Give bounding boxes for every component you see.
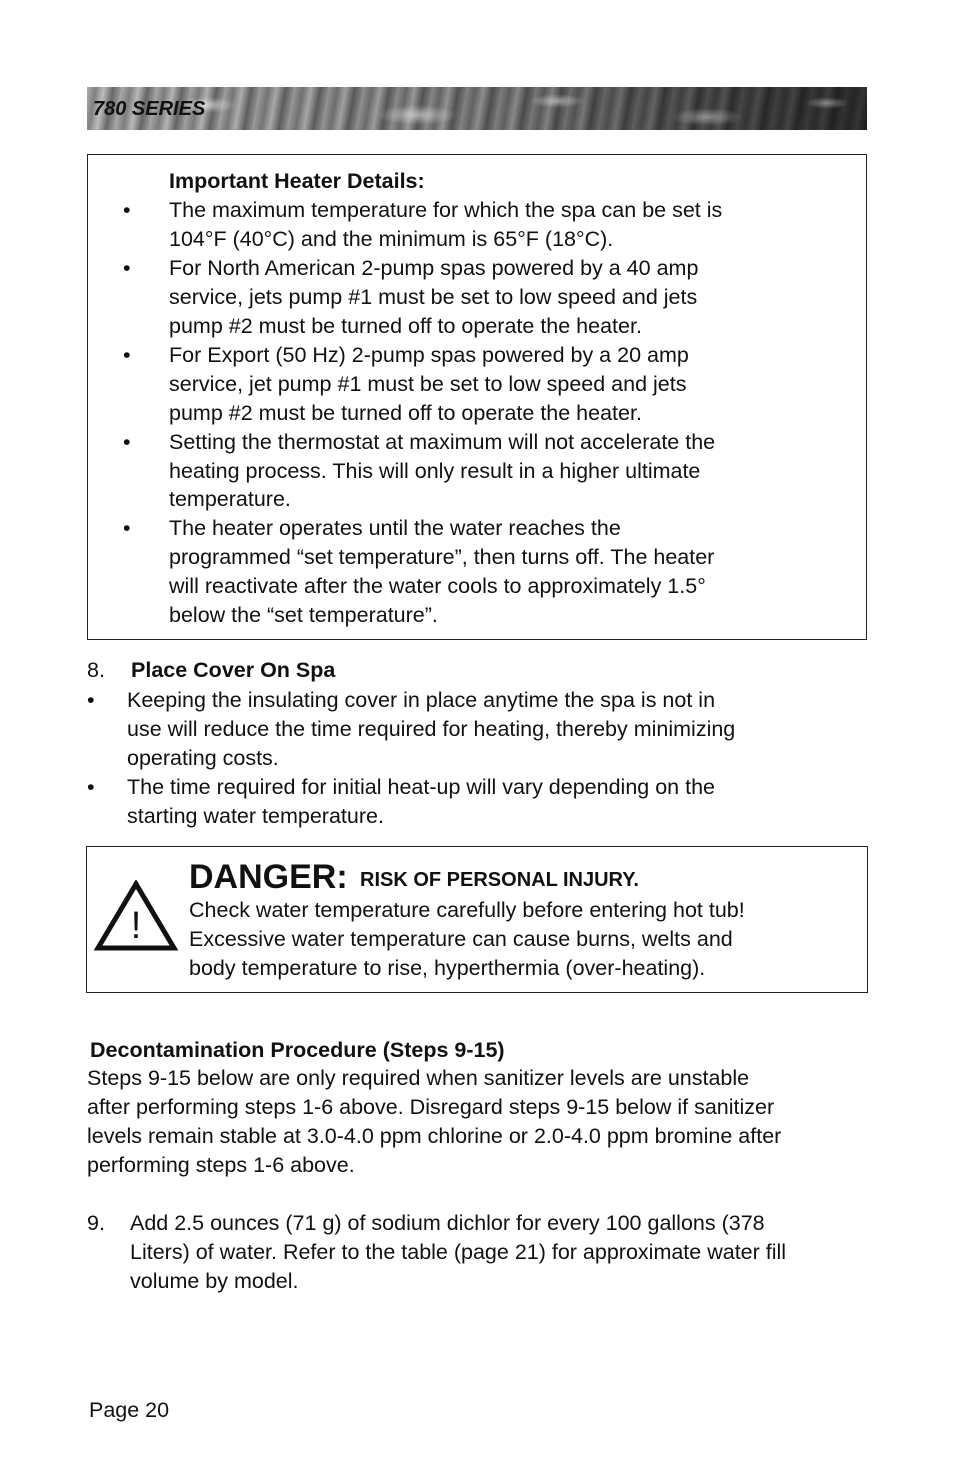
bullet-icon: • bbox=[123, 430, 131, 454]
bullet-icon: • bbox=[87, 775, 95, 799]
series-title: 780 SERIES bbox=[93, 98, 206, 120]
bullet-icon: • bbox=[123, 343, 131, 367]
heater-item-3-line-2: service, jet pump #1 must be set to low speed and jets bbox=[169, 372, 687, 396]
heater-item-2-line-2: service, jets pump #1 must be set to low speed and jets bbox=[169, 285, 698, 309]
heater-item-2-line-1: For North American 2-pump spas powered by a 40 amp bbox=[169, 256, 699, 280]
bullet-icon: • bbox=[123, 516, 131, 540]
bullet-icon: • bbox=[123, 198, 131, 222]
heater-item-3-line-3: pump #2 must be turned off to operate the heater. bbox=[169, 401, 642, 425]
heater-item-1-line-1: The maximum temperature for which the spa can be set is bbox=[169, 198, 723, 222]
heater-item-3-line-1: For Export (50 Hz) 2-pump spas powered by a 20 amp bbox=[169, 343, 689, 367]
danger-line-2: Excessive water temperature can cause burns, welts and bbox=[189, 927, 733, 951]
warning-exclamation: ! bbox=[130, 905, 142, 947]
step-8-number: 8. bbox=[87, 658, 105, 682]
danger-line-3: body temperature to rise, hyperthermia (over-heating). bbox=[189, 956, 706, 980]
header-banner bbox=[87, 87, 867, 130]
heater-item-1-line-2: 104°F (40°C) and the minimum is 65°F (18°C). bbox=[169, 227, 614, 251]
heater-item-4-line-2: heating process. This will only result in a higher ultimate bbox=[169, 459, 701, 483]
heater-details-title: Important Heater Details: bbox=[169, 169, 425, 193]
decon-line-1: Steps 9-15 below are only required when sanitizer levels are unstable bbox=[87, 1066, 750, 1090]
step-8-item-1-line-2: use will reduce the time required for heating, thereby minimizing bbox=[127, 717, 736, 741]
heater-item-5-line-4: below the “set temperature”. bbox=[169, 603, 438, 627]
step-8-item-2-line-2: starting water temperature. bbox=[127, 804, 384, 828]
heater-item-2-line-3: pump #2 must be turned off to operate the heater. bbox=[169, 314, 642, 338]
step-8-title: Place Cover On Spa bbox=[131, 658, 336, 682]
warning-triangle-icon bbox=[94, 880, 178, 952]
heater-item-5-line-1: The heater operates until the water reaches the bbox=[169, 516, 621, 540]
step-8-item-1-line-1: Keeping the insulating cover in place anytime the spa is not in bbox=[127, 688, 716, 712]
bullet-icon: • bbox=[123, 256, 131, 280]
step-9-line-2: Liters) of water. Refer to the table (page 21) for approximate water fill bbox=[130, 1240, 787, 1264]
heater-item-4-line-1: Setting the thermostat at maximum will not accelerate the bbox=[169, 430, 716, 454]
step-9-line-3: volume by model. bbox=[130, 1269, 299, 1293]
danger-line-1: Check water temperature carefully before entering hot tub! bbox=[189, 898, 745, 922]
decon-line-4: performing steps 1-6 above. bbox=[87, 1153, 355, 1177]
decon-line-3: levels remain stable at 3.0-4.0 ppm chlorine or 2.0-4.0 ppm bromine after bbox=[87, 1124, 782, 1148]
decon-line-2: after performing steps 1-6 above. Disregard steps 9-15 below if sanitizer bbox=[87, 1095, 775, 1119]
decon-title: Decontamination Procedure (Steps 9-15) bbox=[90, 1038, 505, 1062]
step-8-item-2-line-1: The time required for initial heat-up will vary depending on the bbox=[127, 775, 715, 799]
page-number: Page 20 bbox=[89, 1398, 170, 1422]
step-8-item-1-line-3: operating costs. bbox=[127, 746, 279, 770]
danger-subtitle: RISK OF PERSONAL INJURY. bbox=[360, 869, 639, 891]
step-9-number: 9. bbox=[87, 1211, 105, 1235]
bullet-icon: • bbox=[87, 688, 95, 712]
heater-item-5-line-3: will reactivate after the water cools to approximately 1.5° bbox=[169, 574, 706, 598]
heater-item-4-line-3: temperature. bbox=[169, 487, 291, 511]
step-9-line-1: Add 2.5 ounces (71 g) of sodium dichlor for every 100 gallons (378 bbox=[130, 1211, 765, 1235]
heater-item-5-line-2: programmed “set temperature”, then turns off. The heater bbox=[169, 545, 715, 569]
danger-label: DANGER: bbox=[189, 858, 348, 896]
